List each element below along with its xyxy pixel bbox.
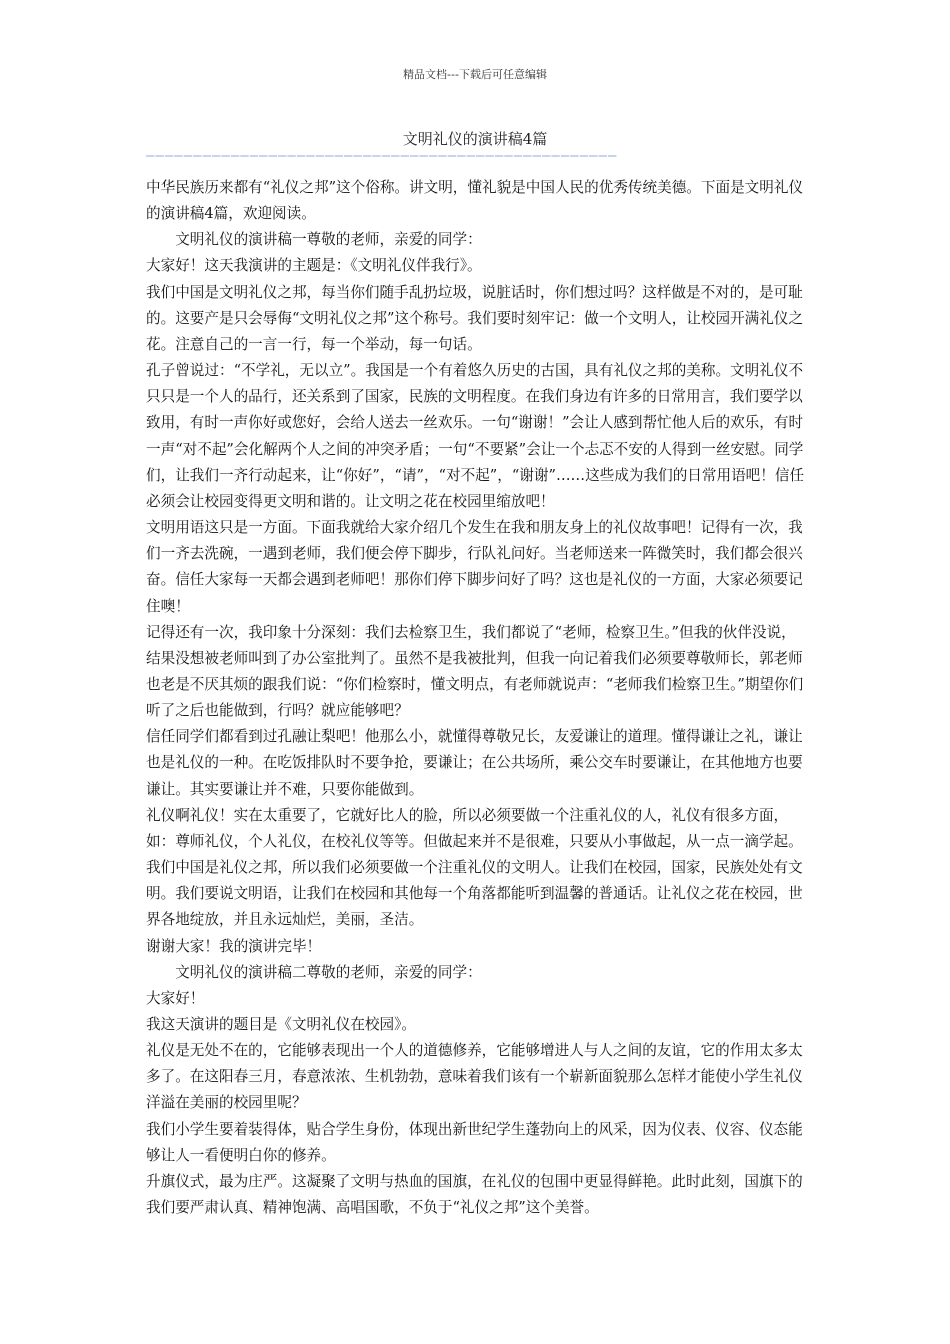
paragraph: 信任同学们都看到过孔融让梨吧！他那么小，就懂得尊敬兄长，友爱谦让的道理。懂得谦让之礼，谦让也是礼仪的一种。在吃饭排队时不要争抢，要谦让；在公共场所，乘公交车时要谦让，在其他地方也要谦让。其实要谦让并不难，只要你能做到。 (146, 728, 803, 798)
paragraph: 礼仪是无处不在的，它能够表现出一个人的道德修养，它能够增进人与人之间的友谊，它的作用太多太多了。在这阳春三月，春意浓浓、生机勃勃，意味着我们该有一个崭新面貌那么怎样才能使小学生礼仪洋溢在美丽的校园里呢？ (146, 1042, 803, 1112)
paragraph: 文明礼仪的演讲稿二尊敬的老师，亲爱的同学： (175, 963, 482, 981)
page-header-watermark: 精品文档---下载后可任意编辑 (403, 68, 547, 81)
paragraph: 我们中国是文明礼仪之邦，每当你们随手乱扔垃圾，说脏话时，你们想过吗？这样做是不对的，是可耻的。这要产是只会辱侮“文明礼仪之邦”这个称号。我们要时刻牢记：做一个文明人，让校园开满礼仪之花。注意自己的一言一行，每一个举动，每一句话。 (146, 283, 804, 353)
paragraph: 礼仪啊礼仪！实在太重要了，它就好比人的脸，所以必须要做一个注重礼仪的人，礼仪有很多方面，如：尊师礼仪，个人礼仪，在校礼仪等等。但做起来并不是很难，只要从小事做起，从一点一滴学起。 (146, 806, 803, 850)
paragraph: 升旗仪式，最为庄严。这凝聚了文明与热血的国旗，在礼仪的包围中更显得鲜艳。此时此刻，国旗下的我们要严肃认真、精神饱满、高唱国歌，不负于“礼仪之邦”这个美誉。 (146, 1172, 803, 1217)
paragraph: 谢谢大家！我的演讲完毕！ (146, 937, 322, 955)
paragraph: 文明用语这只是一方面。下面我就给大家介绍几个发生在我和朋友身上的礼仪故事吧！记得有一次，我们一齐去洗碗，一遇到老师，我们便会停下脚步，行队礼问好。当老师送来一阵微笑时，我们都会很兴奋。信任大家每一天都会遇到老师吧！那你们停下脚步问好了吗？这也是礼仪的一方面，大家必须要记住噢！ (146, 519, 803, 615)
paragraph: 大家好！ (146, 989, 205, 1007)
paragraph: 大家好！这天我演讲的主题是：《文明礼仪伴我行》。 (146, 257, 482, 275)
paragraph: 中华民族历来都有“礼仪之邦”这个俗称。讲文明，懂礼貌是中国人民的优秀传统美德。下面是文明礼仪的演讲稿4篇，欢迎阅读。 (146, 179, 804, 223)
title-separator: —————————————————————————————————————————————————— (146, 150, 618, 162)
document-body (146, 175, 806, 1221)
paragraph: 文明礼仪的演讲稿一尊敬的老师，亲爱的同学： (175, 231, 482, 249)
paragraph: 我这天演讲的题目是《文明礼仪在校园》。 (146, 1016, 416, 1033)
paragraph: 我们小学生要着装得体，贴合学生身份，体现出新世纪学生蓬勃向上的风采，因为仪表、仪容、仪态能够让人一看便明白你的修养。 (146, 1120, 803, 1164)
paragraph: 孔子曾说过：“不学礼，无以立”。我国是一个有着悠久历史的古国，具有礼仪之邦的美称。文明礼仪不只只是一个人的品行，还关系到了国家，民族的文明程度。在我们身边有许多的日常用言，我们要学以致用，有时一声你好或您好，会给人送去一丝欢乐。一句“谢谢！”会让人感到帮忙他人后的欢乐，有时一声“对不起”会化解两个人之间的冲突矛盾；一句“不要紧”会让一个忐忑不安的人得到一丝安慰。同学们，让我们一齐行动起来，让“你好”，“请”，“对不起”，“谢谢”……这些成为我们的日常用语吧！信任必须会让校园变得更文明和谐的。让文明之花在校园里缩放吧！ (146, 362, 805, 510)
document-title: 文明礼仪的演讲稿4篇 (402, 130, 548, 148)
paragraph: 记得还有一次，我印象十分深刻：我们去检察卫生，我们都说了“老师，检察卫生。”但我的伙伴没说，结果没想被老师叫到了办公室批判了。虽然不是我被批判，但我一向记着我们必须要尊敬师长，郭老师也老是不厌其烦的跟我们说：“你们检察时，懂文明点，有老师就说声：“老师我们检察卫生。”期望你们听了之后也能做到，行吗？就应能够吧？ (146, 623, 804, 720)
paragraph: 我们中国是礼仪之邦，所以我们必须要做一个注重礼仪的文明人。让我们在校园，国家，民族处处有文明。我们要说文明语，让我们在校园和其他每一个角落都能听到温馨的普通话。让礼仪之花在校园，世界各地绽放，并且永远灿烂，美丽，圣洁。 (146, 859, 803, 929)
